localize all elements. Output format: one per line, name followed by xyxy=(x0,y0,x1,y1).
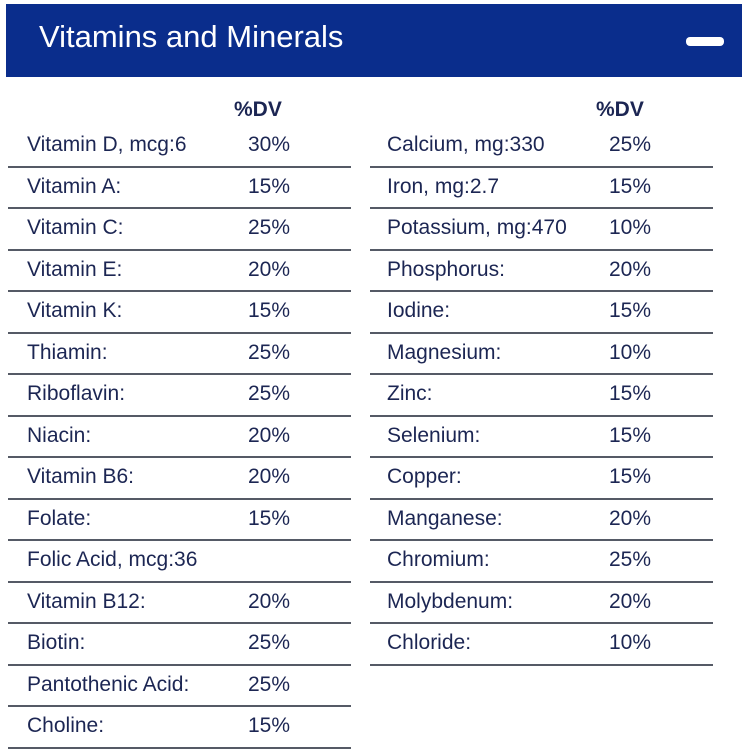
nutrient-name: Calcium, mg:330 xyxy=(387,133,545,156)
nutrient-dv: 15% xyxy=(609,465,652,488)
nutrient-name: Chromium: xyxy=(387,548,490,571)
nutrient-dv: 15% xyxy=(248,299,291,322)
nutrient-row xyxy=(370,583,713,625)
panel-header[interactable] xyxy=(6,4,742,77)
collapse-button[interactable] xyxy=(684,27,728,55)
nutrient-dv: 15% xyxy=(248,174,291,198)
nutrient-dv: 15% xyxy=(609,299,652,322)
nutrient-dv: 30% xyxy=(248,133,291,156)
nutrient-row xyxy=(8,707,351,749)
nutrient-dv: 25% xyxy=(248,340,291,364)
nutrient-name: Iron, mg:2.7 xyxy=(387,174,500,198)
nutrient-row xyxy=(370,168,713,210)
nutrient-name: Potassium, mg:470 xyxy=(387,216,567,239)
nutrient-row xyxy=(370,500,713,542)
nutrient-name: Choline: xyxy=(27,714,105,737)
nutrient-row xyxy=(8,209,351,251)
minerals-list xyxy=(362,126,722,666)
nutrient-name: Folate: xyxy=(27,506,92,530)
nutrient-name: Niacin: xyxy=(27,423,92,447)
nutrient-dv: 15% xyxy=(248,714,291,737)
nutrient-dv: 20% xyxy=(609,589,652,613)
nutrient-name: Copper: xyxy=(387,465,462,488)
nutrient-row xyxy=(8,334,351,376)
nutrient-dv: 15% xyxy=(609,382,652,405)
nutrient-row xyxy=(370,334,713,376)
nutrient-row xyxy=(370,375,713,417)
nutrient-name: Folic Acid, mcg:36 xyxy=(27,548,198,571)
nutrient-row xyxy=(370,126,713,168)
nutrient-row xyxy=(8,666,351,708)
nutrient-name: Chloride: xyxy=(387,631,472,654)
nutrient-name: Zinc: xyxy=(387,382,433,405)
nutrient-row xyxy=(8,168,351,210)
nutrient-dv: 20% xyxy=(609,257,652,281)
nutrient-name: Magnesium: xyxy=(387,340,502,364)
dv-column-header: %DV xyxy=(234,98,282,121)
nutrient-name: Vitamin D, mcg:6 xyxy=(27,133,187,156)
nutrient-dv: 20% xyxy=(248,257,291,281)
nutrient-row xyxy=(8,541,351,583)
nutrient-name: Vitamin K: xyxy=(27,299,123,322)
nutrient-row xyxy=(8,251,351,293)
nutrient-dv: 15% xyxy=(248,506,291,530)
nutrient-dv: 20% xyxy=(248,465,291,488)
nutrient-row xyxy=(8,583,351,625)
nutrient-row xyxy=(370,624,713,666)
nutrient-dv: 10% xyxy=(609,340,652,364)
nutrient-dv: 20% xyxy=(248,589,291,613)
nutrient-name: Manganese: xyxy=(387,506,503,530)
nutrient-name: Pantothenic Acid: xyxy=(27,672,190,696)
nutrient-row xyxy=(8,375,351,417)
nutrient-dv: 25% xyxy=(248,672,291,696)
nutrient-dv: 15% xyxy=(609,174,652,198)
nutrient-name: Vitamin C: xyxy=(27,216,124,239)
nutrient-row xyxy=(370,417,713,459)
nutrient-name: Vitamin E: xyxy=(27,257,123,281)
nutrient-row xyxy=(8,292,351,334)
nutrient-dv: 20% xyxy=(609,506,652,530)
nutrient-name: Thiamin: xyxy=(27,340,108,364)
nutrient-name: Biotin: xyxy=(27,631,86,654)
nutrient-name: Selenium: xyxy=(387,423,481,447)
nutrient-row xyxy=(8,624,351,666)
nutrient-name: Iodine: xyxy=(387,299,451,322)
nutrient-name: Vitamin B6: xyxy=(27,465,134,488)
vitamins-list xyxy=(0,126,360,749)
nutrient-name: Vitamin B12: xyxy=(27,589,146,613)
minus-icon xyxy=(686,37,724,46)
nutrient-row xyxy=(370,251,713,293)
nutrient-dv: 10% xyxy=(609,631,652,654)
nutrient-row xyxy=(8,417,351,459)
nutrient-row xyxy=(8,126,351,168)
dv-column-header: %DV xyxy=(596,98,644,121)
nutrient-dv: 15% xyxy=(609,423,652,447)
panel-title: Vitamins and Minerals xyxy=(39,19,344,54)
nutrient-row xyxy=(8,500,351,542)
nutrient-dv: 25% xyxy=(248,216,291,239)
nutrient-dv: 25% xyxy=(609,548,652,571)
nutrient-row xyxy=(370,458,713,500)
nutrient-row xyxy=(370,541,713,583)
nutrient-dv: 25% xyxy=(248,382,291,405)
nutrient-name: Vitamin A: xyxy=(27,174,122,198)
nutrient-dv: 10% xyxy=(609,216,652,239)
nutrient-name: Phosphorus: xyxy=(387,257,505,281)
nutrient-dv: 25% xyxy=(248,631,291,654)
nutrient-name: Riboflavin: xyxy=(27,382,126,405)
nutrient-row xyxy=(8,458,351,500)
nutrient-row xyxy=(370,292,713,334)
nutrient-dv: 25% xyxy=(609,133,652,156)
nutrient-dv: 20% xyxy=(248,423,291,447)
nutrient-name: Molybdenum: xyxy=(387,589,514,613)
nutrient-row xyxy=(370,209,713,251)
